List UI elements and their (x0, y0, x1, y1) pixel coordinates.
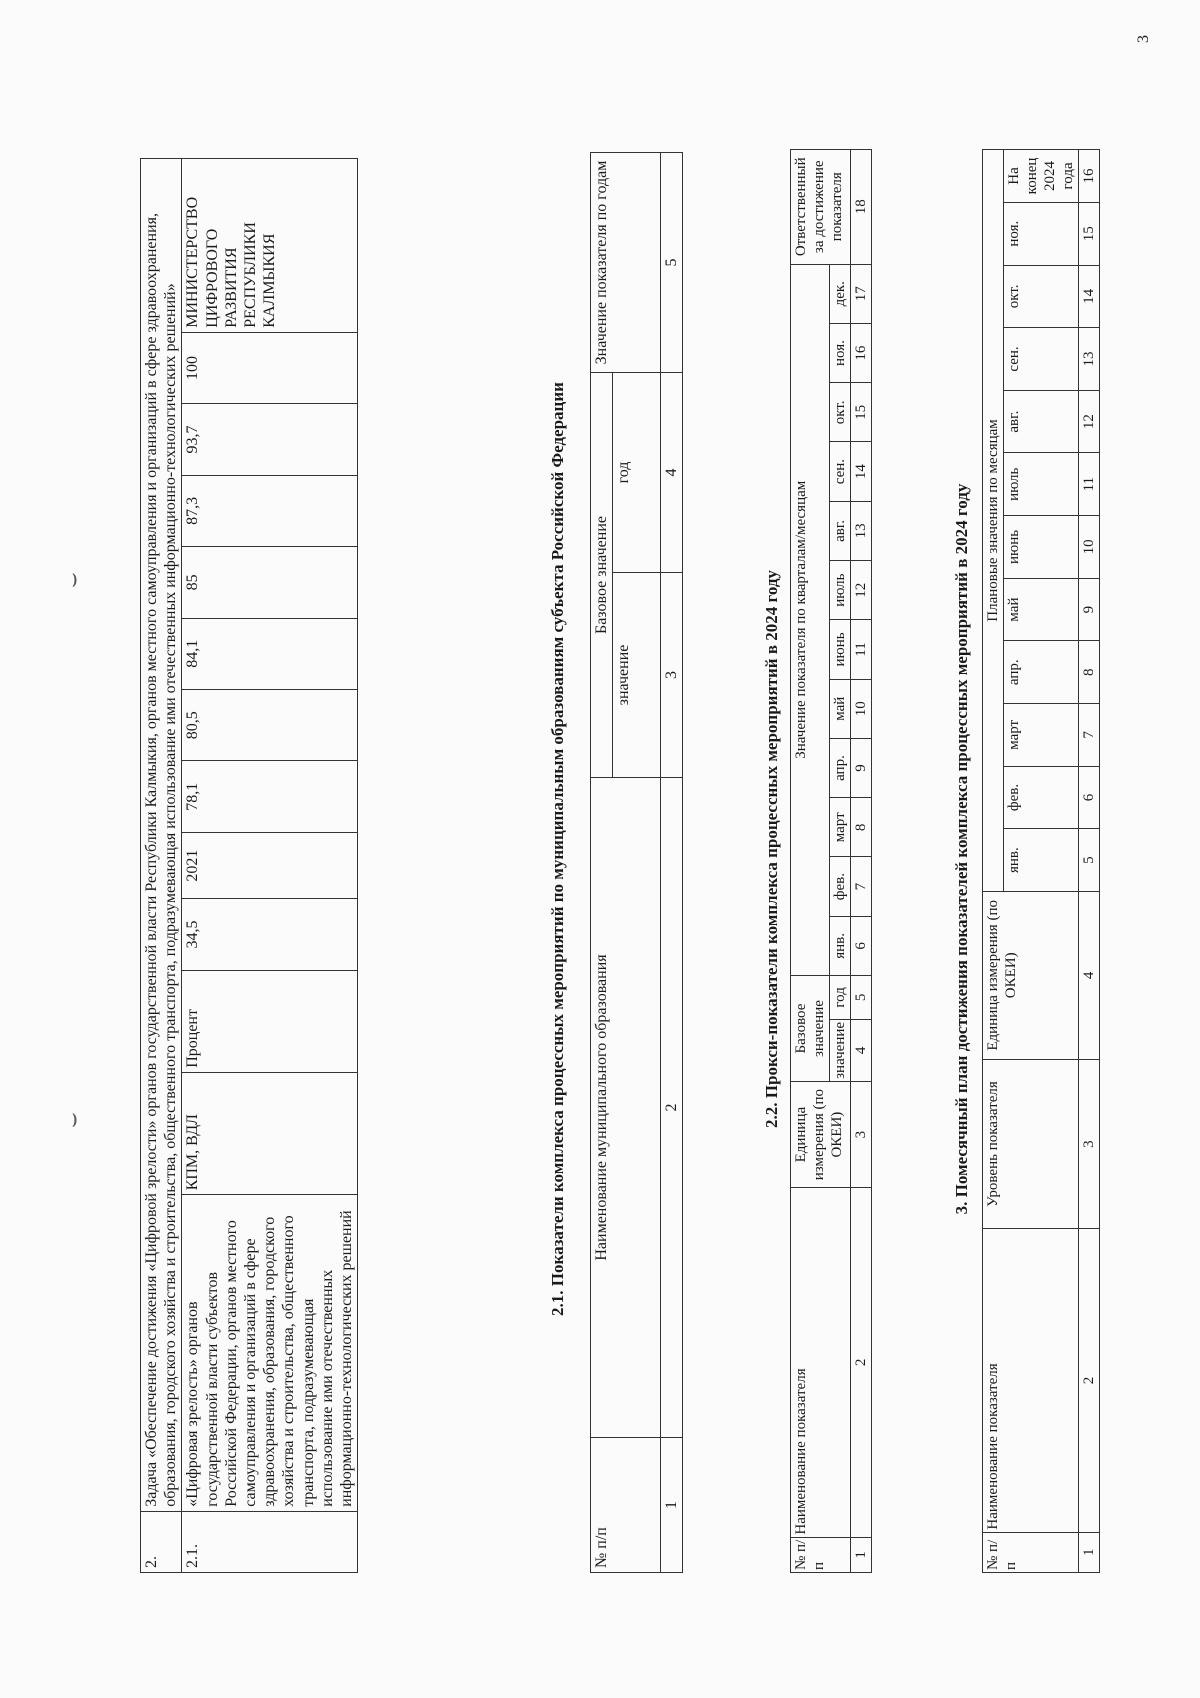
month-jun: июнь (830, 620, 851, 679)
header-base: Базовое значение (791, 976, 830, 1082)
header-year: год (613, 372, 661, 572)
header-years: Значение показателя по годам (591, 152, 661, 372)
col-number: 2 (1079, 1229, 1100, 1532)
binding-mark: ⌣ (60, 572, 86, 588)
col-number: 1 (851, 1537, 872, 1572)
value-cell: 80,5 (182, 690, 358, 761)
value-cell: 34,5 (182, 899, 358, 970)
col-number: 5 (661, 152, 683, 372)
col-number: 4 (851, 1019, 872, 1081)
month-apr: апр. (830, 738, 851, 797)
value-cell: 2021 (182, 832, 358, 898)
binding-mark: ⌣ (60, 1112, 86, 1128)
col-number: 3 (851, 1082, 872, 1188)
col-number: 7 (1079, 704, 1100, 767)
col-number: 1 (1079, 1532, 1100, 1572)
header-unit: Единица измерения (по ОКЕИ) (791, 1082, 851, 1188)
month-jul: июль (830, 561, 851, 620)
month-jul: июль (1004, 453, 1079, 516)
col-number: 7 (851, 857, 872, 916)
task-text: Задача «Обеспечение достижения «Цифровой зрелости» органов государственной власти Республики Калмыкия, органов местного самоуправления и организаций в сфере здравоохранения, образования, городского хозяйства и строительства, общественного транспорта, подразумевающая использование ими отечественных информационно-технологических решений» (141, 159, 182, 1512)
header-end-of-year: На конец 2024 года (1004, 150, 1079, 203)
col-number: 15 (1079, 202, 1100, 265)
month-feb: фев. (830, 857, 851, 916)
header-base: Базовое значение (591, 372, 613, 777)
indicator-name: «Цифровая зрелость» органов государственной власти субъектов Российской Федерации, органов местного самоуправления и организаций в сфере здравоохранения, образования, городского хозяйства и строительства, общественного транспорта, подразумевающая использование ими отечественных информационно-технологических решений (182, 1195, 358, 1511)
col-number: 8 (851, 798, 872, 857)
month-feb: фев. (1004, 766, 1079, 829)
col-number: 10 (1079, 516, 1100, 579)
col-number: 12 (1079, 390, 1100, 453)
col-number: 11 (851, 620, 872, 679)
row-number: 2.1. (182, 1511, 358, 1572)
number-row (851, 150, 872, 1573)
header-quarters: Значение показателя по кварталам/месяцам (791, 264, 830, 976)
col-number: 15 (851, 383, 872, 442)
month-aug: авг. (830, 501, 851, 560)
header-num: № п/п (591, 1438, 661, 1573)
header-name: Наименование показателя (791, 1188, 851, 1537)
month-sep: сен. (1004, 328, 1079, 391)
responsible-cell: МИНИСТЕРСТВО ЦИФРОВОГО РАЗВИТИЯ РЕСПУБЛИКИ КАЛМЫКИЯ (182, 159, 358, 333)
header-year: год (830, 976, 851, 1020)
header-unit: Единица измерения (по ОКЕИ) (983, 891, 1079, 1059)
section-3-title: 3. Помесячный план достижения показателей комплекса процессных мероприятий в 2024 году (952, 483, 971, 1215)
col-number: 2 (661, 778, 683, 1438)
value-cell: 78,1 (182, 761, 358, 832)
col-number: 2 (851, 1188, 872, 1537)
section-2-1-title: 2.1. Показатели комплекса процессных мероприятий по муниципальным образованиям субъекта Российской Федерации (548, 382, 567, 1316)
month-dec: дек. (830, 264, 851, 323)
page-number: 3 (1135, 35, 1152, 43)
monthly-plan-table (982, 149, 1100, 1573)
col-number: 4 (661, 372, 683, 572)
value-cell: 100 (182, 332, 358, 403)
col-number: 3 (661, 573, 683, 778)
header-responsible: Ответственный за достижение показателя (791, 150, 851, 265)
month-jan: янв. (830, 916, 851, 975)
proxy-indicators-table (790, 149, 872, 1573)
month-jun: июнь (1004, 516, 1079, 579)
col-number: 12 (851, 561, 872, 620)
col-number: 16 (1079, 150, 1100, 203)
value-cell: 93,7 (182, 404, 358, 475)
col-number: 11 (1079, 453, 1100, 516)
value-cell: 87,3 (182, 475, 358, 546)
indicator-unit: Процент (182, 970, 358, 1072)
indicator-table (140, 158, 358, 1573)
col-number: 13 (851, 501, 872, 560)
month-aug: авг. (1004, 390, 1079, 453)
number-row (661, 152, 683, 1572)
col-number: 6 (851, 916, 872, 975)
col-number: 6 (1079, 766, 1100, 829)
col-number: 10 (851, 679, 872, 738)
header-value: значение (830, 1019, 851, 1081)
municipal-indicators-table (590, 152, 683, 1573)
col-number: 3 (1079, 1059, 1100, 1229)
header-value: значение (613, 573, 661, 778)
header-num: № п/п (983, 1532, 1079, 1572)
col-number: 17 (851, 264, 872, 323)
col-number: 5 (1079, 829, 1100, 892)
task-number: 2. (141, 1511, 182, 1572)
month-oct: окт. (830, 383, 851, 442)
month-may: май (830, 679, 851, 738)
month-jan: янв. (1004, 829, 1079, 892)
month-oct: окт. (1004, 265, 1079, 328)
col-number: 9 (1079, 578, 1100, 641)
col-number: 16 (851, 323, 872, 382)
month-sep: сен. (830, 442, 851, 501)
section-2-2-title: 2.2. Прокси-показатели комплекса процессных мероприятий в 2024 году (762, 570, 781, 1128)
col-number: 13 (1079, 328, 1100, 391)
value-cell: 85 (182, 547, 358, 618)
col-number: 5 (851, 976, 872, 1020)
header-level: Уровень показателя (983, 1059, 1079, 1229)
month-mar: март (830, 798, 851, 857)
header-name: Наименование показателя (983, 1229, 1079, 1532)
value-cell: 84,1 (182, 618, 358, 689)
month-nov: ноя. (830, 323, 851, 382)
month-nov: ноя. (1004, 202, 1079, 265)
task-row (141, 159, 182, 1573)
header-name: Наименование муниципального образования (591, 778, 661, 1438)
col-number: 1 (661, 1438, 683, 1573)
col-number: 8 (1079, 641, 1100, 704)
month-mar: март (1004, 704, 1079, 767)
indicator-level: КПМ, ВДЛ (182, 1072, 358, 1195)
number-row (1079, 150, 1100, 1573)
col-number: 4 (1079, 891, 1100, 1059)
col-number: 18 (851, 150, 872, 265)
col-number: 9 (851, 738, 872, 797)
month-apr: апр. (1004, 641, 1079, 704)
table-row (182, 159, 358, 1573)
header-plan: Плановые значения по месяцам (983, 150, 1004, 892)
header-num: № п/п (791, 1537, 851, 1572)
month-may: май (1004, 578, 1079, 641)
col-number: 14 (1079, 265, 1100, 328)
col-number: 14 (851, 442, 872, 501)
